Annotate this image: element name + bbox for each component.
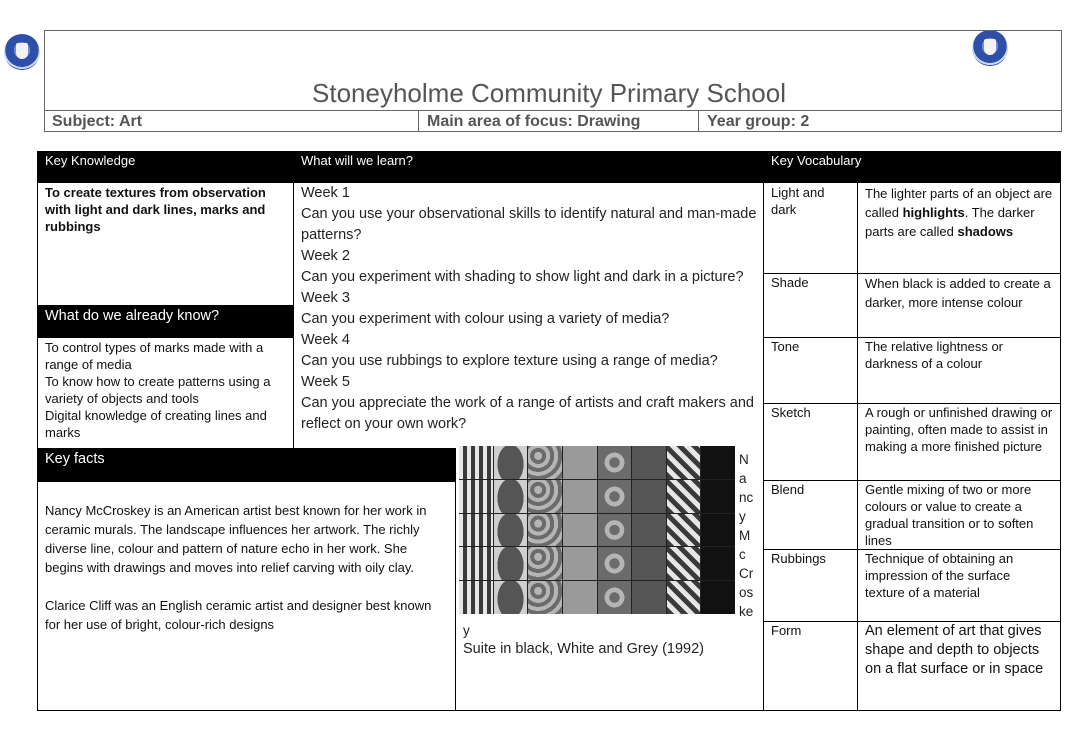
vocab-term: Form — [771, 623, 802, 638]
mosaic-tile — [494, 480, 528, 513]
vocab-definition: A rough or unfinished drawing or painting, often made to assist in making a more finished picture — [865, 405, 1053, 454]
mosaic-tile — [528, 446, 562, 479]
already-know-item: To know how to create patterns using a variety of objects and tools — [45, 374, 271, 406]
vocab-definition: The relative lightness or darkness of a colour — [865, 339, 1004, 371]
artist-name-tail: y — [463, 623, 470, 638]
vocab-definition: The lighter parts of an object are called highlights. The darker parts are called shadows — [865, 186, 1053, 239]
key-fact-paragraph: Clarice Cliff was an English ceramic artist and designer best known for her use of bright, colour-rich designs — [45, 598, 432, 632]
divider-facts — [455, 448, 456, 711]
vocab-definition: An element of art that gives shape and depth to objects on a flat surface or in space — [865, 623, 1044, 677]
vocabulary-heading: Key Vocabulary — [763, 151, 1061, 183]
mosaic-tile — [667, 480, 701, 513]
artwork-caption: Suite in black, White and Grey (1992) — [463, 641, 704, 657]
border-bottom — [37, 710, 1061, 711]
mosaic-tile — [667, 547, 701, 580]
week-question: Can you use rubbings to explore texture using a range of media? — [301, 353, 718, 369]
key-facts-body — [45, 501, 445, 634]
mosaic-tile — [598, 581, 632, 614]
vocab-term: Blend — [771, 482, 805, 497]
mosaic-tile — [701, 514, 735, 547]
week-question: Can you experiment with shading to show light and dark in a picture? — [301, 269, 744, 285]
learn-heading: What will we learn? — [293, 151, 763, 183]
mosaic-tile — [632, 514, 666, 547]
week-label: Week 4 — [301, 332, 350, 348]
mosaic-tile — [528, 581, 562, 614]
week-label: Week 1 — [301, 185, 350, 201]
mosaic-tile — [459, 581, 493, 614]
mosaic-tile — [598, 480, 632, 513]
divider-col1 — [293, 151, 294, 448]
already-know-list — [45, 339, 285, 441]
school-crest-icon — [4, 34, 40, 70]
vocab-term: Tone — [771, 339, 800, 354]
mosaic-tile — [494, 514, 528, 547]
mosaic-tile — [632, 581, 666, 614]
mosaic-tile — [563, 514, 597, 547]
mosaic-tile — [667, 581, 701, 614]
key-knowledge-heading: Key Knowledge — [37, 151, 293, 183]
mosaic-tile — [494, 547, 528, 580]
week-label: Week 5 — [301, 374, 350, 390]
key-facts-heading: Key facts — [37, 448, 456, 482]
vocab-definition: When black is added to create a darker, more intense colour — [865, 276, 1051, 310]
mosaic-tile — [459, 480, 493, 513]
mosaic-tile — [701, 547, 735, 580]
divider-col-vocab — [763, 151, 764, 711]
mosaic-tile — [632, 547, 666, 580]
page-title: Stoneyholme Community Primary School — [312, 78, 786, 108]
week-label: Week 3 — [301, 290, 350, 306]
mosaic-tile — [667, 446, 701, 479]
mosaic-tile — [632, 446, 666, 479]
mosaic-tile — [632, 480, 666, 513]
subject-cell: Subject: Art — [44, 110, 418, 132]
vocab-definition: Technique of obtaining an impression of the surface texture of a material — [865, 551, 1014, 600]
mosaic-tile — [563, 581, 597, 614]
border-right — [1060, 151, 1061, 711]
key-fact-paragraph: Nancy McCroskey is an American artist best known for her work in ceramic murals. The landscape influences her artwork. The richly diverse line, colour and pattern of nature echo in her work. She begins with drawings and moves into relief carving with oily clay. — [45, 503, 427, 575]
mosaic-tile — [494, 581, 528, 614]
artwork-image — [459, 446, 735, 614]
week-question: Can you appreciate the work of a range of artists and craft makers and reflect on your own work? — [301, 395, 754, 432]
mosaic-tile — [598, 514, 632, 547]
vocab-term: Rubbings — [771, 551, 826, 566]
week-question: Can you use your observational skills to identify natural and man-made patterns? — [301, 206, 757, 243]
mosaic-tile — [459, 446, 493, 479]
focus-cell: Main area of focus: Drawing — [418, 110, 698, 132]
vocab-term: Sketch — [771, 405, 811, 420]
mosaic-tile — [701, 480, 735, 513]
mosaic-tile — [528, 547, 562, 580]
week-question: Can you experiment with colour using a variety of media? — [301, 311, 670, 327]
vocab-definition: Gentle mixing of two or more colours or value to create a gradual transition or to soften lines — [865, 482, 1034, 548]
week-label: Week 2 — [301, 248, 350, 264]
mosaic-tile — [701, 581, 735, 614]
mosaic-tile — [598, 446, 632, 479]
weeks-list — [301, 183, 757, 435]
mosaic-tile — [598, 547, 632, 580]
already-know-item: Digital knowledge of creating lines and marks — [45, 408, 267, 440]
mosaic-tile — [459, 514, 493, 547]
artist-name-vertical: N a nc y M c Cr os ke — [739, 452, 754, 619]
mosaic-tile — [563, 547, 597, 580]
mosaic-tile — [494, 446, 528, 479]
vocab-term: Shade — [771, 275, 809, 290]
year-group-cell: Year group: 2 — [698, 110, 1062, 132]
already-know-item: To control types of marks made with a range of media — [45, 340, 264, 372]
key-knowledge-text: To create textures from observation with light and dark lines, marks and rubbings — [45, 185, 266, 234]
vocab-term: Light and dark — [771, 185, 825, 217]
mosaic-tile — [701, 446, 735, 479]
mosaic-tile — [528, 480, 562, 513]
divider-vocab-inner — [857, 183, 858, 711]
mosaic-tile — [459, 547, 493, 580]
border-left — [37, 151, 38, 711]
already-know-heading: What do we already know? — [37, 305, 293, 338]
mosaic-tile — [667, 514, 701, 547]
mosaic-tile — [563, 480, 597, 513]
mosaic-tile — [563, 446, 597, 479]
mosaic-tile — [528, 514, 562, 547]
